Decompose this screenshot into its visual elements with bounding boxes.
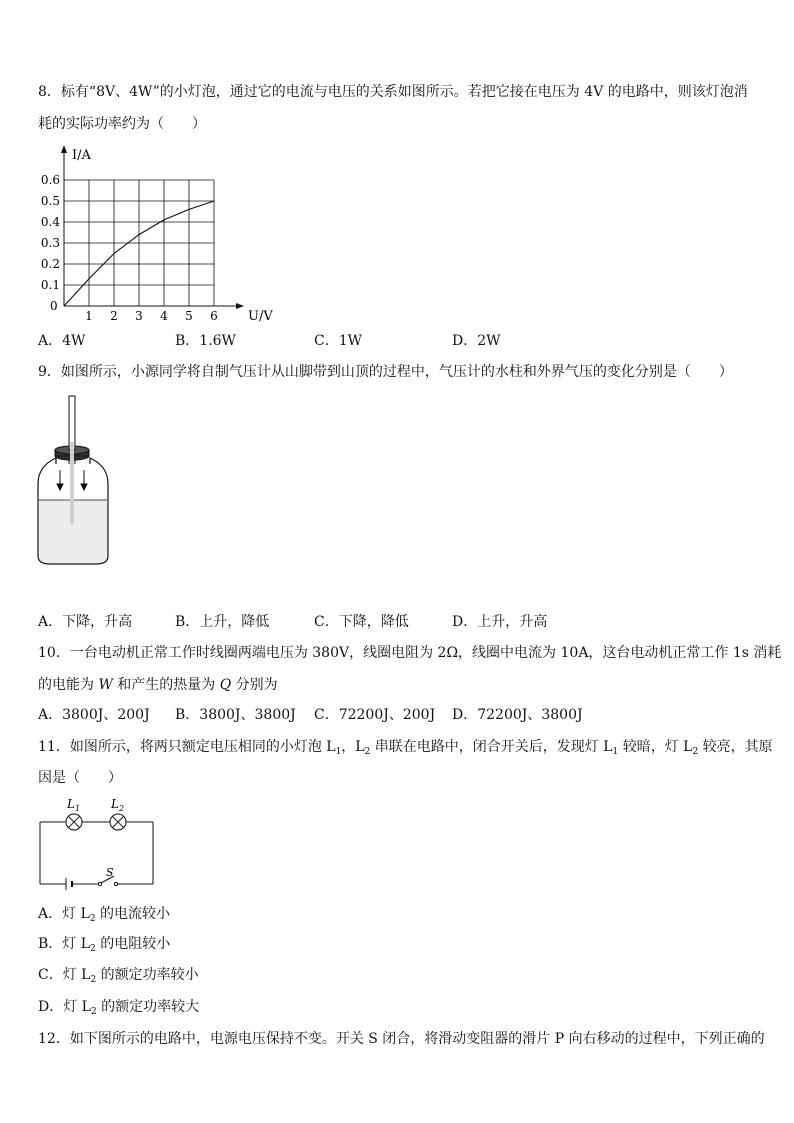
lamp-l1-icon — [66, 814, 82, 830]
x-tick-label: 4 — [160, 309, 168, 323]
q11-option-b[interactable]: B．灯 $L_2$ 的电阻较小 — [38, 936, 171, 954]
q10-stem-line2: 的电能为 W 和产生的热量为 Q 分别为 — [38, 677, 278, 693]
q11-option-d[interactable]: D．灯 $L_2$ 的额定功率较大 — [38, 999, 200, 1017]
q9-option-a[interactable]: A．下降，升高 — [38, 614, 133, 630]
q11-option-a[interactable]: A．灯 $L_2$ 的电流较小 — [38, 906, 171, 924]
q8-option-b[interactable]: B．1.6W — [175, 333, 236, 349]
y-tick-label: 0.2 — [40, 257, 60, 271]
x-tick-label: 3 — [135, 309, 143, 323]
q8-iu-chart — [30, 143, 290, 328]
q12-stem: 12．如下图所示的电路中，电源电压保持不变。开关 S 闭合，将滑动变阻器的滑片 P 向右移动的过程中，下列正确的 — [38, 1031, 765, 1047]
q10-options — [38, 705, 738, 725]
y-tick-label: 0.1 — [40, 278, 60, 292]
q11-option-c[interactable]: C．灯 $L_2$ 的额定功率较小 — [38, 967, 199, 985]
chart-ticks — [41, 173, 218, 323]
label-l2: $L_2$ — [111, 797, 125, 813]
q11-stem-line1: 11．如图所示，将两只额定电压相同的小灯泡 $L_1$，$L_2$ 串联在电路中，闭合开关后，发现灯 $L_1$ 较暗，灯 $L_2$ 较亮，其原 — [38, 739, 773, 757]
q9-option-d[interactable]: D．上升，升高 — [452, 614, 548, 630]
chart-grid — [64, 180, 214, 306]
q10-option-a[interactable]: A．3800J、200J — [38, 707, 150, 723]
q9-options — [38, 612, 738, 632]
q10-stem-line1: 10．一台电动机正常工作时线圈两端电压为 380V，线圈电阻为 2Ω，线圈中电流为 10A，这台电动机正常工作 1s 消耗 — [38, 645, 782, 661]
q9-barometer-figure — [30, 392, 120, 572]
x-tick-label: 2 — [110, 309, 118, 323]
q10-option-b[interactable]: B．3800J、3800J — [175, 707, 296, 723]
y-axis-arrow — [61, 145, 67, 153]
q11-stem-line2: 因是（ ） — [38, 770, 122, 786]
x-tick-label: 5 — [185, 309, 193, 323]
q8-option-d[interactable]: D．2W — [452, 333, 501, 349]
q9-option-c[interactable]: C．下降，降低 — [314, 614, 409, 630]
y-tick-label: 0.5 — [40, 194, 60, 208]
x-axis-arrow — [236, 303, 244, 309]
lamp-l2-icon — [110, 814, 126, 830]
battery-icon — [66, 878, 72, 890]
chart-origin-label: 0 — [50, 299, 58, 313]
x-tick-label: 1 — [85, 309, 93, 323]
var-w: W — [98, 677, 113, 693]
chart-xlabel: U/V — [248, 309, 273, 324]
x-tick-label: 6 — [210, 309, 218, 323]
q11-circuit-figure — [36, 796, 160, 890]
q9-stem: 9．如图所示，小源同学将自制气压计从山脚带到山顶的过程中，气压计的水柱和外界气压的变化分别是（ ） — [38, 364, 733, 380]
q9-option-b[interactable]: B．上升，降低 — [175, 614, 270, 630]
var-q: Q — [219, 677, 232, 693]
q8-option-c[interactable]: C．1W — [314, 333, 363, 349]
y-tick-label: 0.3 — [40, 236, 60, 250]
q10-option-c[interactable]: C．72200J、200J — [314, 707, 436, 723]
chart-ylabel: I/A — [72, 148, 91, 163]
q10-option-d[interactable]: D．72200J、3800J — [452, 707, 583, 723]
label-switch: S — [106, 866, 114, 879]
label-l1: $L_1$ — [67, 797, 81, 813]
y-tick-label: 0.4 — [40, 215, 60, 229]
q8-stem-line2: 耗的实际功率约为（ ） — [38, 116, 206, 132]
q8-options — [38, 331, 738, 351]
q8-stem-line1: 8．标有“8V、4W”的小灯泡，通过它的电流与电压的关系如图所示。若把它接在电压为 4V 的电路中，则该灯泡消 — [38, 84, 748, 100]
y-tick-label: 0.6 — [40, 173, 60, 187]
q8-option-a[interactable]: A．4W — [38, 333, 86, 349]
